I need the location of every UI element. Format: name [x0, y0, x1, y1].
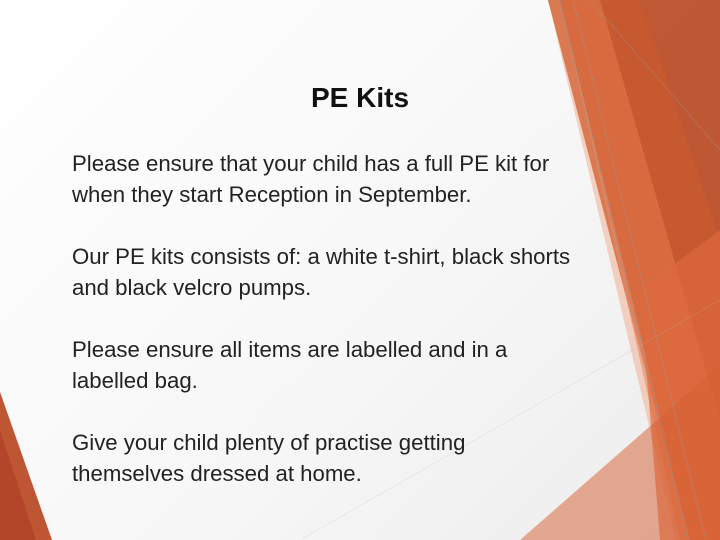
- paragraph-practise-dressing: Give your child plenty of practise getting themselves dressed at home.: [72, 430, 466, 486]
- paragraph-kit-contents: Our PE kits consists of: a white t-shirt, black shorts and black velcro pumps.: [72, 244, 571, 300]
- paragraph-labelled-items: Please ensure all items are labelled and in a labelled bag.: [72, 337, 508, 393]
- slide-body: [72, 148, 662, 489]
- slide-title: PE Kits: [310, 82, 410, 113]
- paragraph-full-pe-kit: Please ensure that your child has a full PE kit for when they start Reception in September.: [72, 151, 550, 207]
